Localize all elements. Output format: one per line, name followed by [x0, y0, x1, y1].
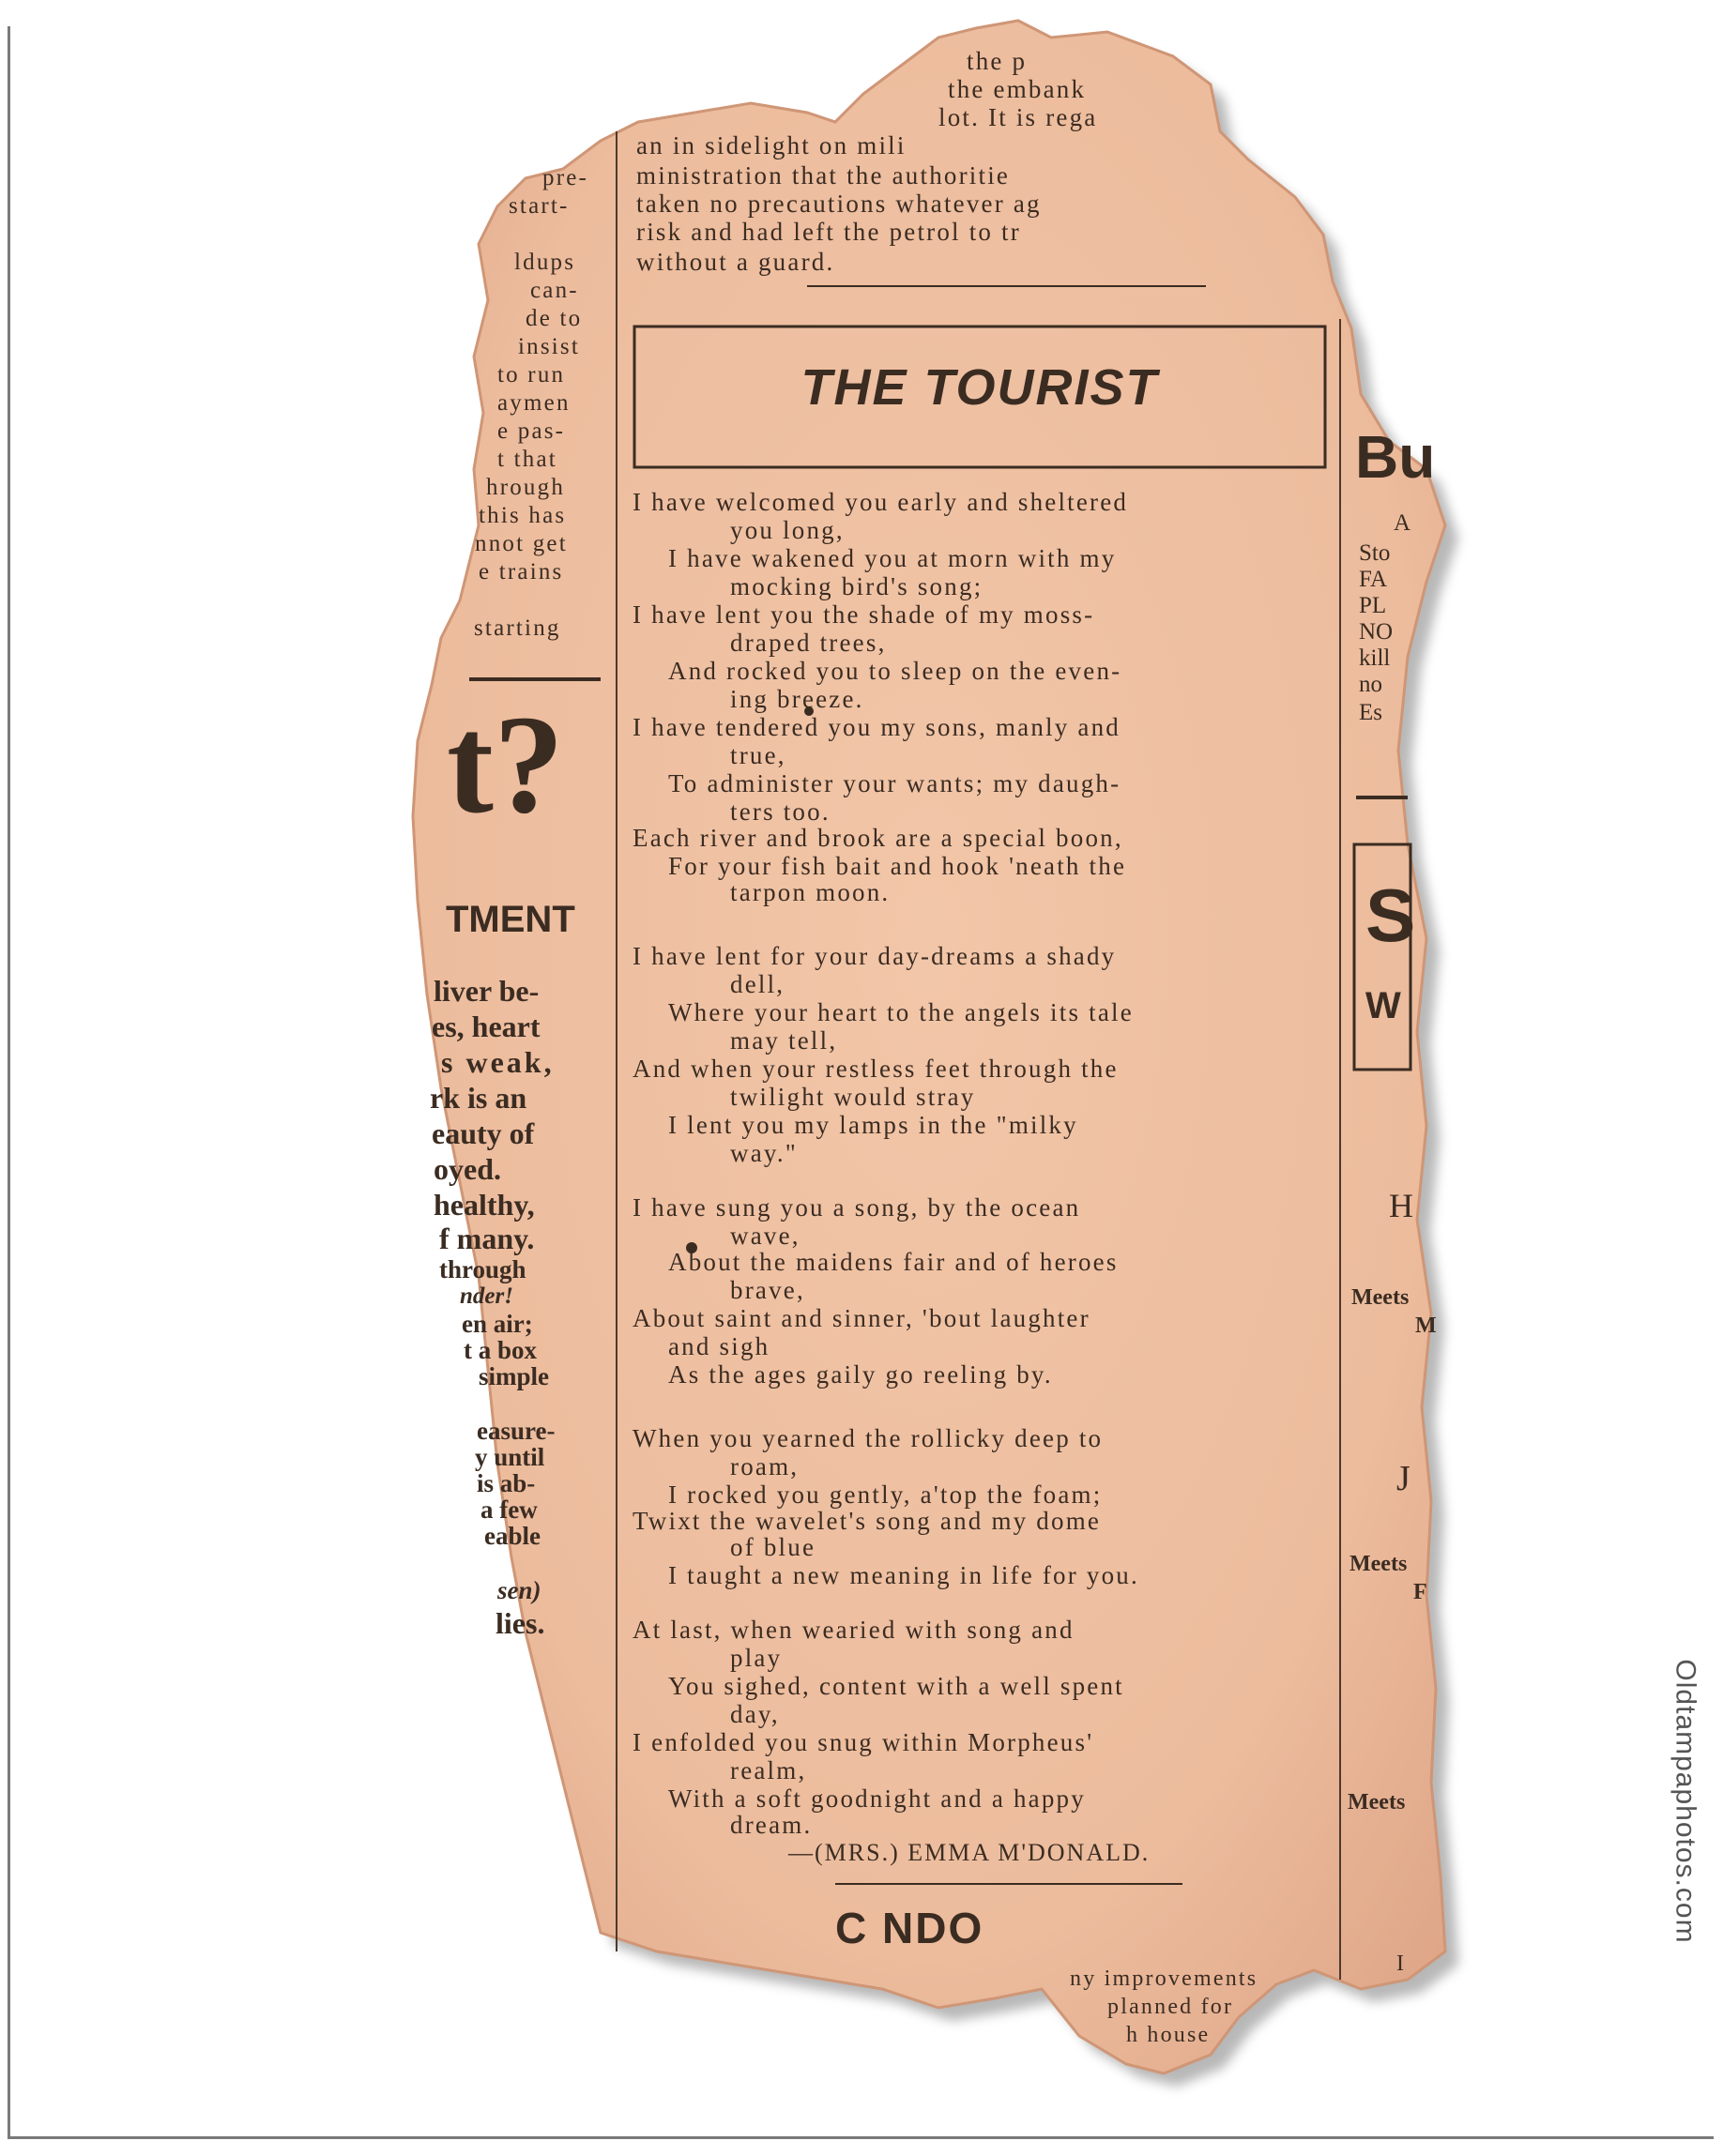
text-line: lot. It is rega	[938, 103, 1098, 131]
poem-line: way."	[730, 1139, 799, 1167]
ad-line: en air;	[462, 1310, 533, 1338]
box-glyph: W	[1365, 985, 1401, 1026]
watermark	[1667, 1651, 1704, 1951]
text-line: nnot get	[475, 531, 568, 556]
poem-line: To administer your wants; my daugh-	[668, 769, 1121, 797]
text-line: t that	[497, 447, 557, 472]
ad-line: a few	[480, 1496, 538, 1524]
text-line: taken no precautions whatever ag	[636, 190, 1042, 218]
poem-line: I have welcomed you early and sheltered	[633, 488, 1129, 516]
ad-line: easure-	[477, 1417, 556, 1445]
watermark-text: Oldtampaphotos.com	[1670, 1659, 1701, 1944]
text-line: risk and had left the petrol to tr	[636, 218, 1021, 246]
text-line: the p	[967, 47, 1028, 75]
poem-line: As the ages gaily go reeling by.	[668, 1360, 1053, 1389]
poem-line: roam,	[730, 1452, 800, 1480]
poem-line: day,	[730, 1700, 780, 1728]
text-line: planned for	[1107, 1995, 1234, 2019]
lodge-line: F	[1413, 1580, 1427, 1604]
ad-line: lies.	[496, 1606, 545, 1640]
ad-line: sen)	[497, 1576, 541, 1604]
right-headline: Bu	[1355, 423, 1436, 491]
lodge-line: J	[1396, 1459, 1410, 1498]
ad-line: s weak,	[441, 1045, 555, 1079]
lodge-line: Meets	[1348, 1790, 1406, 1814]
text-line: the embank	[948, 75, 1087, 103]
lodge-line: I	[1396, 1951, 1404, 1976]
text-line: de to	[526, 306, 583, 331]
poem-line: mocking bird's song;	[730, 572, 983, 600]
poem-line: Where your heart to the angels its tale	[668, 998, 1134, 1026]
text-line: aymen	[497, 390, 571, 416]
ad-line: eable	[484, 1522, 541, 1550]
poem-line: And when your restless feet through the	[633, 1055, 1119, 1083]
ad-line: rk is an	[430, 1081, 527, 1115]
text-line: Es	[1359, 700, 1382, 725]
poem-line: I have lent for your day-dreams a shady	[633, 942, 1117, 970]
text-line: pre-	[542, 165, 589, 190]
poem-line: I have wakened you at morn with my	[668, 544, 1117, 572]
poem-author: —(MRS.) EMMA M'DONALD.	[788, 1839, 1151, 1866]
lodge-line: Meets	[1349, 1552, 1408, 1576]
poem-line: and sigh	[668, 1332, 770, 1360]
ad-line: eauty of	[432, 1116, 535, 1150]
poem-line: ing breeze.	[730, 685, 864, 713]
poem-line: You sighed, content with a well spent	[668, 1672, 1124, 1700]
text-line: this has	[479, 503, 567, 528]
text-line: A	[1394, 510, 1411, 536]
text-line: can-	[530, 278, 579, 303]
ad-line: y until	[475, 1443, 545, 1471]
poem-line: I enfolded you snug within Morpheus'	[633, 1728, 1094, 1756]
poem-line: twilight would stray	[730, 1083, 976, 1111]
text-line: NO	[1359, 619, 1394, 645]
text-line: hrough	[486, 475, 566, 500]
ad-line: f many.	[439, 1222, 535, 1255]
ad-line: simple	[479, 1362, 550, 1390]
ad-line: healthy,	[434, 1188, 535, 1222]
poem-line: brave,	[730, 1276, 805, 1304]
poem-line: At last, when wearied with song and	[633, 1616, 1075, 1644]
poem-line: dell,	[730, 970, 785, 998]
poem-line: dream.	[730, 1811, 813, 1839]
text-line: FA	[1359, 567, 1388, 592]
big-headline-glyph: t?	[447, 687, 564, 843]
ad-subhead: TMENT	[446, 899, 575, 940]
poem-line: I have sung you a song, by the ocean	[633, 1193, 1081, 1222]
ad-line: es, heart	[432, 1010, 541, 1043]
poem-line: I lent you my lamps in the "milky	[668, 1111, 1078, 1139]
poem-line: And rocked you to sleep on the even-	[668, 657, 1122, 685]
text-line: h house	[1126, 2023, 1211, 2047]
text-line: an in sidelight on mili	[636, 131, 907, 159]
poem-line: ters too.	[730, 797, 831, 826]
ad-line: liver be-	[434, 974, 540, 1008]
text-line: no	[1359, 672, 1382, 697]
ad-line: is ab-	[477, 1469, 536, 1497]
poem-line: About the maidens fair and of heroes	[668, 1248, 1119, 1276]
poem-line: Twixt the wavelet's song and my dome	[633, 1507, 1102, 1535]
text-line: Sto	[1359, 540, 1391, 566]
lodge-line: H	[1389, 1187, 1413, 1224]
poem-line: true,	[730, 741, 786, 769]
ad-line: oyed.	[434, 1152, 501, 1186]
lodge-line: M	[1415, 1313, 1437, 1338]
poem-line: may tell,	[730, 1026, 838, 1055]
box-glyph: S	[1365, 873, 1416, 957]
poem-line: I have tendered you my sons, manly and	[633, 713, 1121, 741]
poem-line: realm,	[730, 1756, 807, 1784]
text-line: insist	[518, 334, 580, 359]
poem-line: Each river and brook are a special boon,	[633, 824, 1123, 852]
text-line: e pas-	[497, 418, 566, 444]
text-line: PL	[1359, 593, 1387, 618]
poem-line: I rocked you gently, a'top the foam;	[668, 1480, 1103, 1509]
poem-line: draped trees,	[730, 629, 887, 657]
poem-line: I taught a new meaning in life for you.	[668, 1561, 1139, 1589]
text-line: ny improvements	[1070, 1966, 1258, 1991]
ad-line: t a box	[464, 1336, 538, 1364]
poem-line: When you yearned the rollicky deep to	[633, 1424, 1104, 1452]
poem-line: For your fish bait and hook 'neath the	[668, 852, 1127, 880]
poem-line: play	[730, 1644, 783, 1672]
poem-line: of blue	[730, 1533, 816, 1561]
lodge-line: Meets	[1351, 1285, 1410, 1310]
poem-line: you long,	[730, 516, 845, 544]
text-line: without a guard.	[636, 248, 835, 276]
text-line: ldups	[514, 250, 576, 275]
ad-line: through	[439, 1255, 526, 1283]
poem-title: THE TOURIST	[801, 359, 1159, 416]
bottom-headline: C NDO	[835, 1904, 984, 1952]
poem-line: tarpon moon.	[730, 878, 891, 906]
text-line: ministration that the authoritie	[636, 161, 1011, 190]
poem-line: I have lent you the shade of my moss-	[633, 600, 1095, 629]
text-line: e trains	[479, 559, 564, 585]
text-line: starting	[474, 615, 561, 641]
poem-line: With a soft goodnight and a happy	[668, 1784, 1086, 1813]
text-line: to run	[497, 362, 566, 387]
text-line: start-	[509, 193, 570, 219]
ad-line: nder!	[460, 1283, 513, 1309]
poem-line: wave,	[730, 1222, 801, 1250]
text-line: kill	[1359, 645, 1391, 671]
poem-line: About saint and sinner, 'bout laughter	[633, 1304, 1090, 1332]
